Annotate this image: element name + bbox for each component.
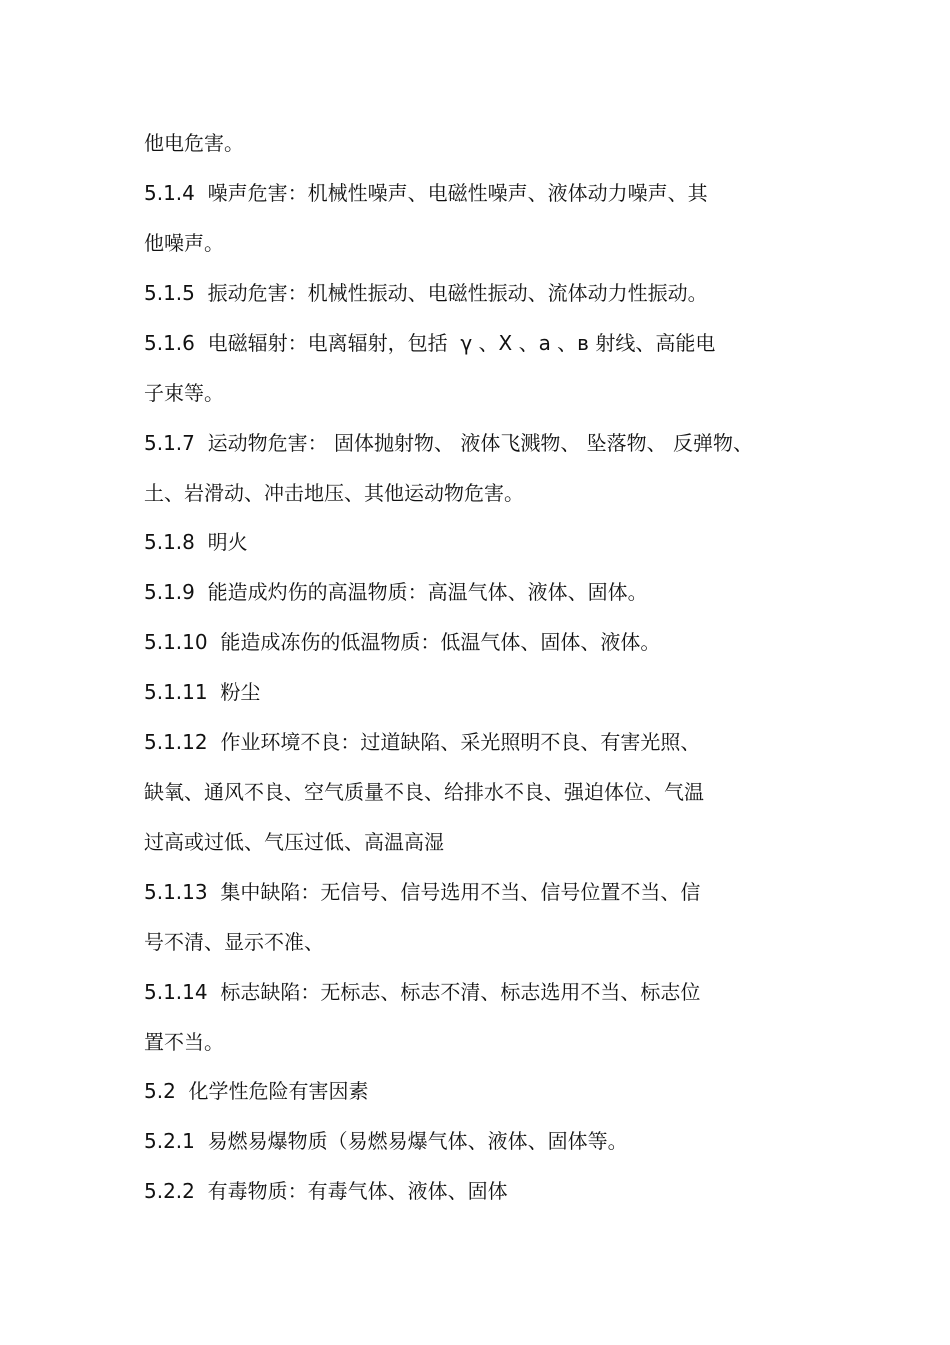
text-line: 5.1.12 作业环境不良：过道缺陷、采光照明不良、有害光照、 [144,730,701,754]
text-line: 子束等。 [144,381,224,405]
text-line: 5.1.7 运动物危害： 固体抛射物、 液体飞溅物、 坠落物、 反弹物、 [144,431,754,455]
text-line: 他噪声。 [144,231,224,255]
text-line: 号不清、显示不准、 [144,930,324,954]
text-line: 他电危害。 [144,131,244,155]
text-line: 5.1.14 标志缺陷：无标志、标志不清、标志选用不当、标志位 [144,980,701,1004]
text-line: 5.1.11 粉尘 [144,680,261,704]
text-line: 5.2.2 有毒物质：有毒气体、液体、固体 [144,1179,508,1203]
text-line: 5.1.13 集中缺陷：无信号、信号选用不当、信号位置不当、信 [144,880,701,904]
text-line: 土、岩滑动、冲击地压、其他运动物危害。 [144,481,524,505]
text-line: 5.2 化学性危险有害因素 [144,1079,369,1103]
text-line: 5.1.6 电磁辐射：电离辐射，包括 γ 、X 、a 、в 射线、高能电 [144,331,716,355]
text-line: 置不当。 [144,1030,224,1054]
text-line: 5.1.8 明火 [144,530,248,554]
text-line: 5.1.5 振动危害：机械性振动、电磁性振动、流体动力性振动。 [144,281,708,305]
text-line: 5.1.4 噪声危害：机械性噪声、电磁性噪声、液体动力噪声、其 [144,181,708,205]
text-line: 缺氧、通风不良、空气质量不良、给排水不良、强迫体位、气温 [144,780,704,804]
text-line: 5.1.9 能造成灼伤的高温物质：高温气体、液体、固体。 [144,580,648,604]
text-line: 5.1.10 能造成冻伤的低温物质：低温气体、固体、液体。 [144,630,661,654]
text-line: 5.2.1 易燃易爆物质（易燃易爆气体、液体、固体等。 [144,1129,628,1153]
text-line: 过高或过低、气压过低、高温高湿 [144,830,444,854]
